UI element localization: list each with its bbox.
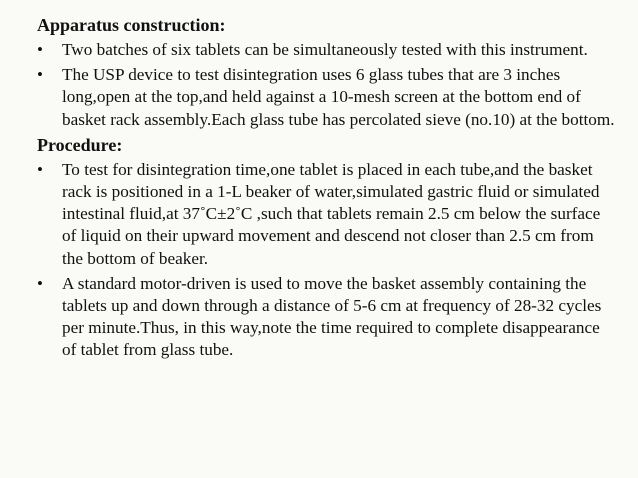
bullet-icon: • — [37, 40, 43, 59]
bullet-text: Two batches of six tablets can be simultaneously tested with this instrument. — [62, 40, 588, 59]
bullet-text: To test for disintegration time,one tablet is placed in each tube,and the basket rack is positioned in a 1-L beaker of water,simulated gastric fluid or simulated intestinal fluid,at 37˚C±2˚C ,such that tablets remain 2.5 cm below the surface of liquid on their upward movement and descend not closer than 2.5 cm from the bottom of beaker. — [62, 159, 601, 268]
bullet-icon: • — [37, 159, 43, 179]
bullet-text: The USP device to test disintegration uses 6 glass tubes that are 3 inches long,open at the top,and held against a 10-mesh screen at the bottom end of basket rack assembly.Each glass tube has percolated sieve (no.10) at the bottom. — [62, 65, 615, 129]
bullet-list-procedure — [37, 159, 618, 362]
bullet-item — [37, 273, 618, 362]
bullet-list-apparatus — [37, 39, 618, 131]
bullet-text: A standard motor-driven is used to move the basket assembly containing the tablets up and down through a distance of 5-6 cm at frequency of 28-32 cycles per minute.Thus, in this way,note the time required to complete disappearance of tablet from glass tube. — [62, 273, 602, 360]
bullet-icon: • — [37, 273, 43, 293]
bullet-icon: • — [37, 65, 43, 85]
section-heading-apparatus: Apparatus construction: — [37, 15, 226, 35]
section-heading-procedure: Procedure: — [37, 134, 123, 155]
bullet-item — [37, 64, 618, 131]
bullet-item — [37, 39, 618, 61]
bullet-item — [37, 159, 618, 270]
